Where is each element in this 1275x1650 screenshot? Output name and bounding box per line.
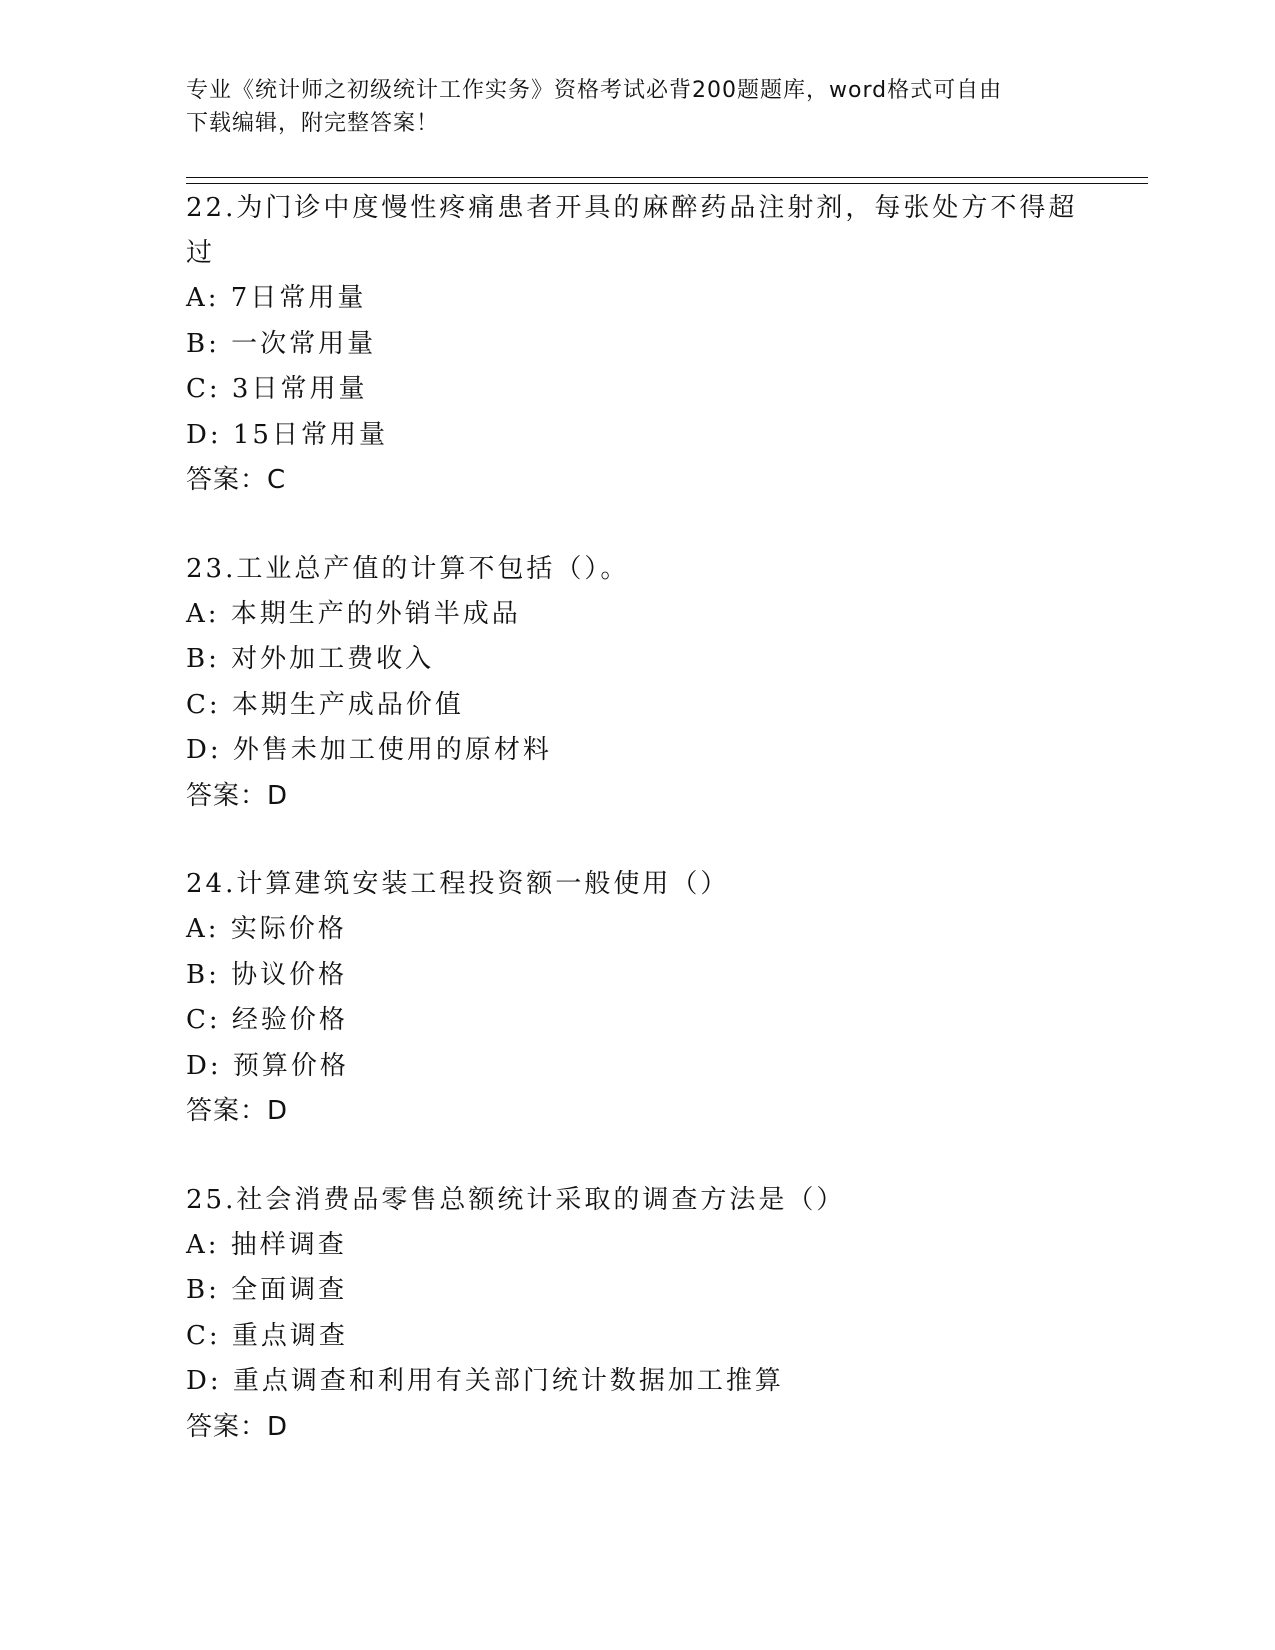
answer-text: 答案：C — [186, 465, 287, 495]
option-d: D: 预算价格 — [186, 1050, 349, 1081]
question-24 — [186, 862, 1086, 1135]
option-a: A: 本期生产的外销半成品 — [186, 598, 521, 629]
option-c: C: 重点调查 — [186, 1320, 348, 1351]
option-a: A: 实际价格 — [186, 914, 347, 944]
option-b: B: 全面调查 — [186, 1275, 348, 1305]
option-b: B: 对外加工费收入 — [186, 644, 435, 674]
question-23 — [186, 547, 1086, 820]
option-d: D: 15日常用量 — [186, 419, 388, 450]
question-22 — [186, 186, 1086, 504]
option-c: C: 经验价格 — [186, 1005, 348, 1035]
document-header — [186, 74, 1066, 140]
option-b: B: 一次常用量 — [186, 328, 377, 359]
question-25 — [186, 1178, 1086, 1451]
header-line-2: 下载编辑，附完整答案！ — [186, 111, 440, 136]
option-c: C: 3日常用量 — [186, 374, 368, 404]
option-c: C: 本期生产成品价值 — [186, 689, 464, 720]
question-text: 22.为门诊中度慢性疼痛患者开具的麻醉药品注射剂，每张处方不得超 — [186, 193, 1078, 223]
question-text-continued: 过 — [186, 238, 216, 268]
question-list — [186, 186, 1086, 1493]
question-text: 23.工业总产值的计算不包括（）。 — [186, 553, 630, 584]
header-line-1: 专业《统计师之初级统计工作实务》资格考试必背200题题库，word格式可自由 — [186, 78, 1003, 103]
answer-text: 答案：D — [186, 1411, 289, 1442]
option-d: D: 外售未加工使用的原材料 — [186, 735, 552, 765]
answer-text: 答案：D — [186, 780, 289, 811]
option-a: A: 抽样调查 — [186, 1229, 347, 1260]
question-text: 25.社会消费品零售总额统计采取的调查方法是（） — [186, 1184, 846, 1215]
option-b: B: 协议价格 — [186, 959, 348, 990]
answer-text: 答案：D — [186, 1096, 289, 1126]
option-a: A: 7日常用量 — [186, 283, 367, 313]
option-d: D: 重点调查和利用有关部门统计数据加工推算 — [186, 1366, 784, 1396]
question-text: 24.计算建筑安装工程投资额一般使用（） — [186, 869, 730, 899]
header-divider — [186, 177, 1148, 184]
